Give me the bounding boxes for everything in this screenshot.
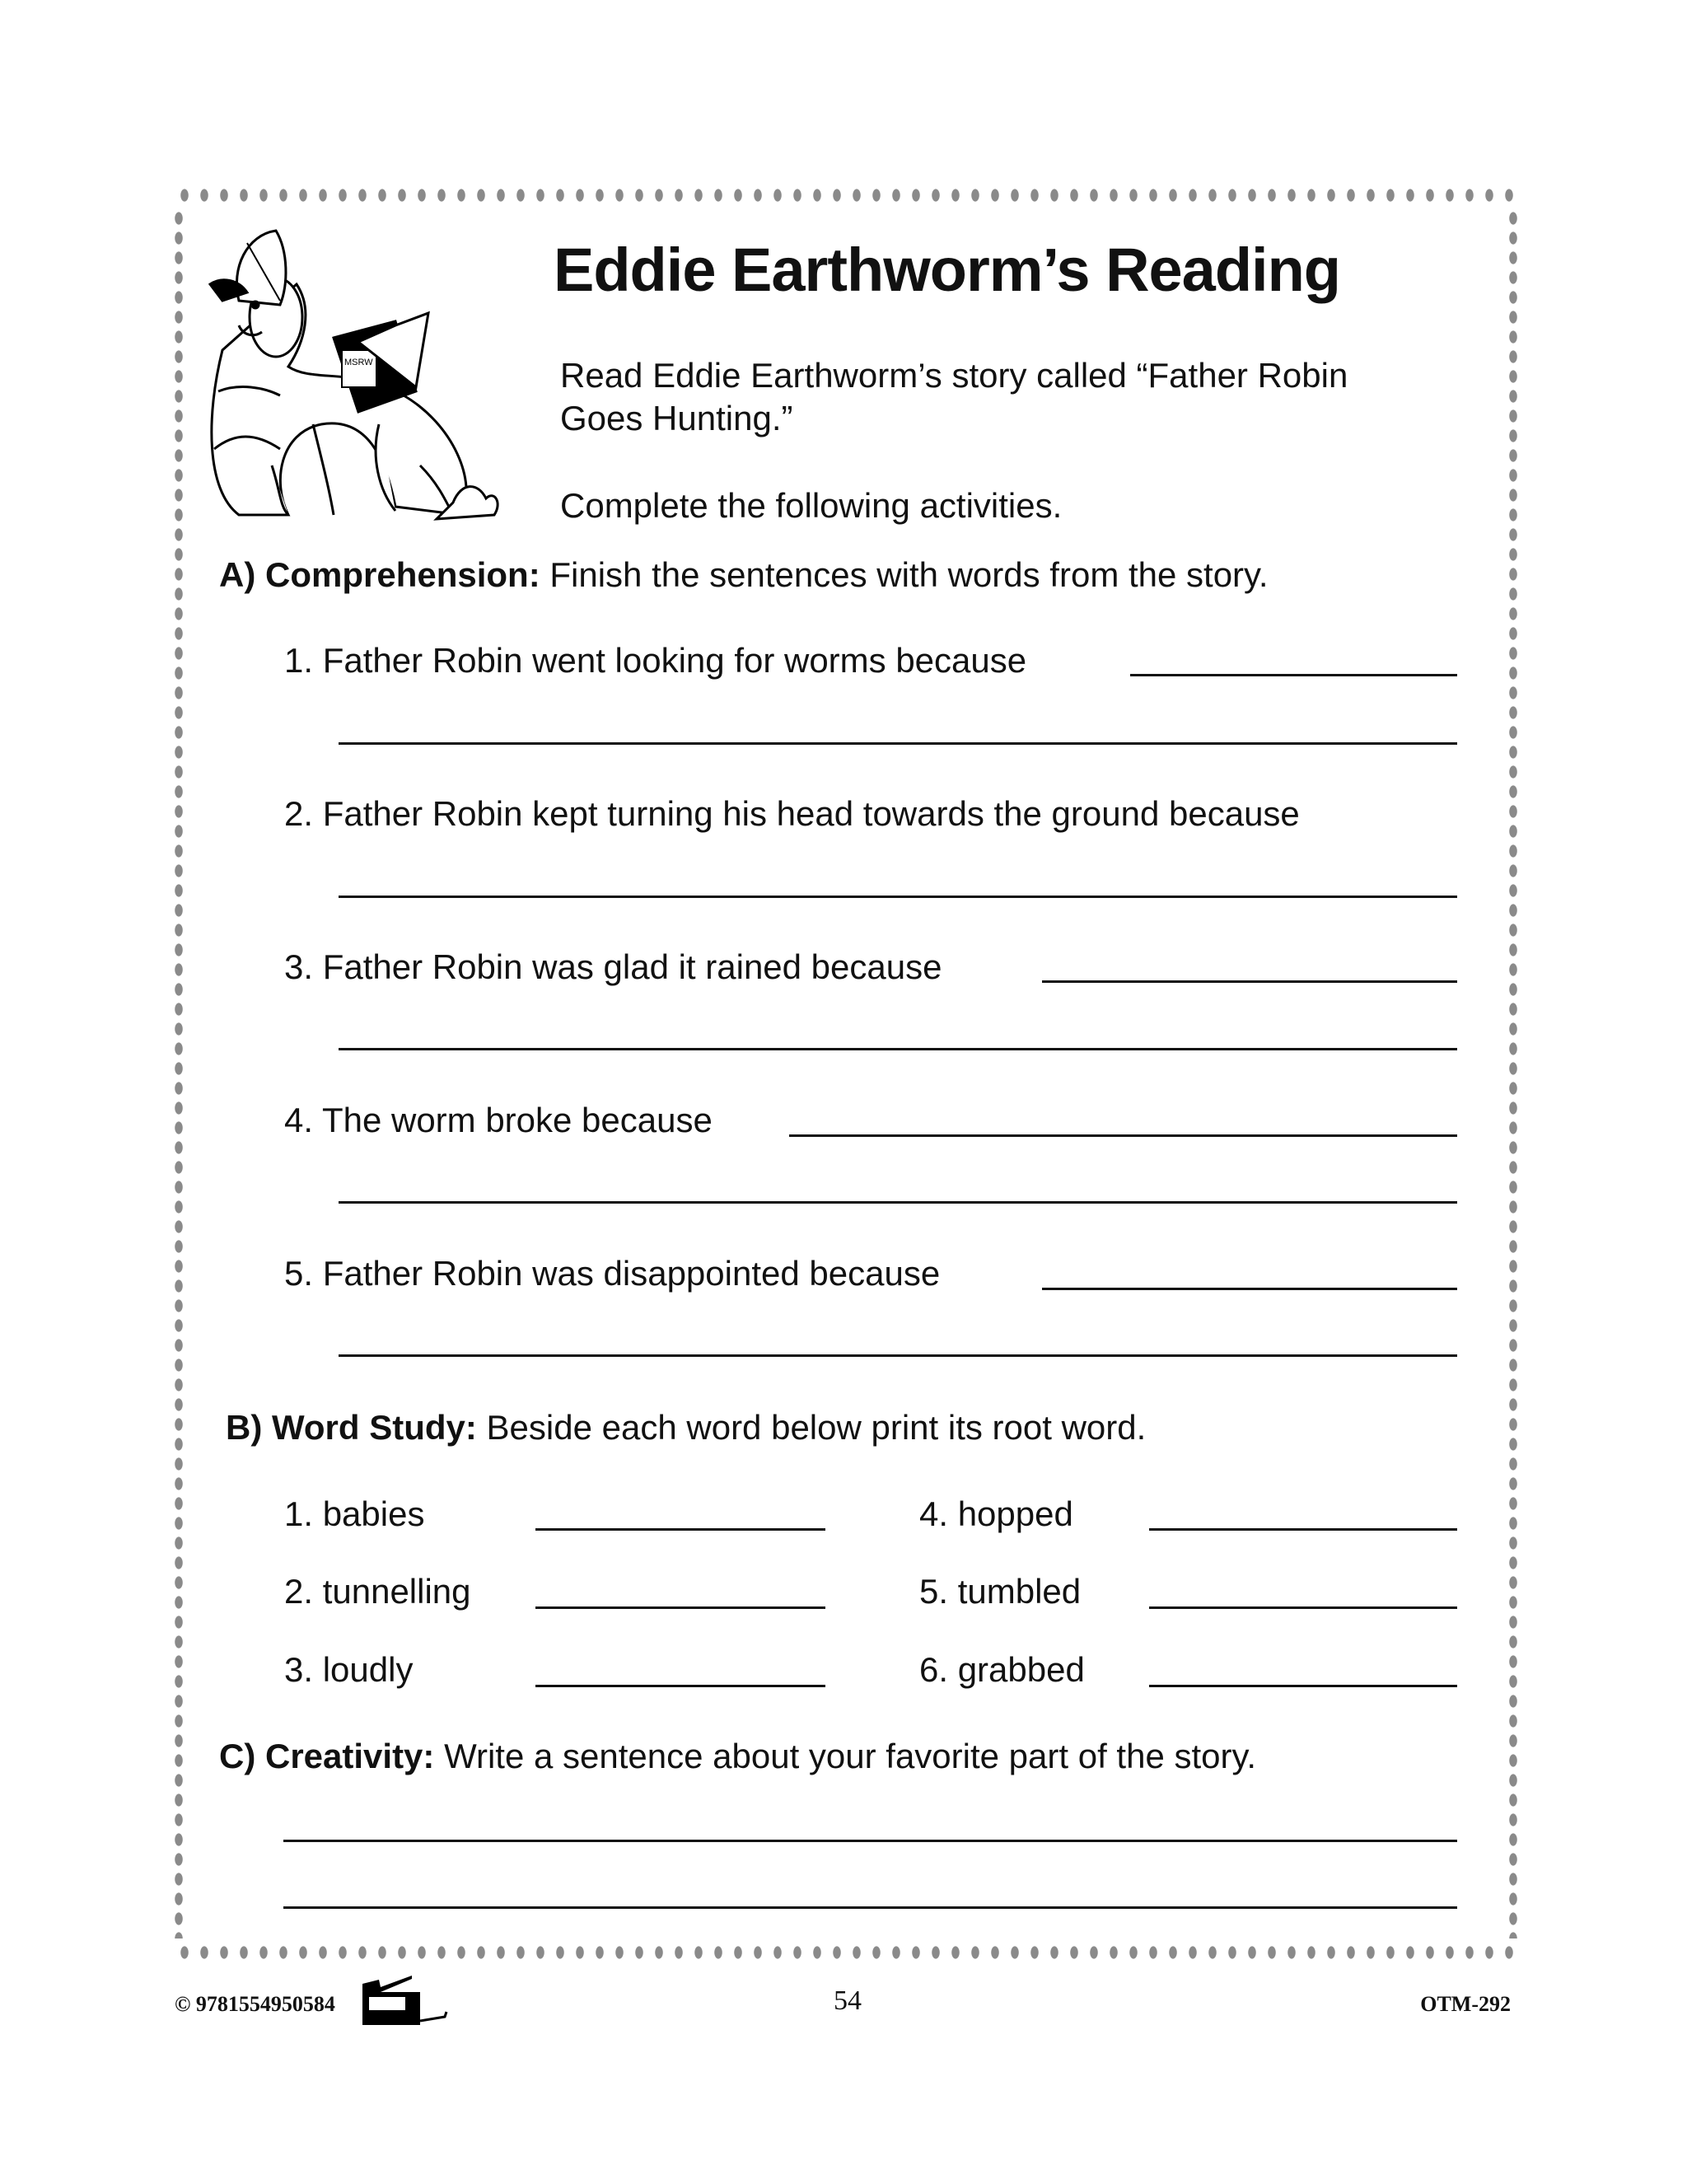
section-b-instruction: Beside each word below print its root word. (486, 1408, 1147, 1447)
word-item-6 (919, 1649, 1085, 1691)
word: hopped (957, 1494, 1073, 1533)
footer-isbn: © 9781554950584 (175, 1992, 335, 2016)
intro-line-1: Read Eddie Earthworm’s story called “Father Robin (560, 356, 1348, 395)
section-b-title: Word Study: (272, 1408, 477, 1447)
word: tumbled (957, 1572, 1082, 1611)
border-bottom (175, 1946, 1519, 1959)
answer-line[interactable] (1042, 980, 1457, 983)
border-right (1507, 208, 1520, 1938)
word-item-4 (919, 1493, 1073, 1536)
instruction: Complete the following activities. (560, 486, 1063, 525)
section-c-instruction: Write a sentence about your favorite part of the story. (444, 1737, 1257, 1775)
question-text: Father Robin kept turning his head towards the ground because (322, 794, 1300, 833)
creativity-line[interactable] (283, 1906, 1457, 1909)
word-number: 1. (284, 1494, 314, 1533)
root-word-line[interactable] (535, 1528, 825, 1531)
section-b-label: B) (226, 1408, 263, 1447)
answer-line[interactable] (339, 742, 1457, 745)
word: tunnelling (322, 1572, 471, 1611)
intro-line-2: Goes Hunting.” (560, 399, 793, 437)
word-number: 6. (919, 1650, 949, 1689)
page-title: Eddie Earthworm’s Reading (554, 236, 1340, 304)
root-word-line[interactable] (1149, 1606, 1457, 1609)
question-2 (284, 793, 1300, 835)
answer-line[interactable] (1042, 1288, 1457, 1290)
question-number: 5. (284, 1254, 314, 1293)
root-word-line[interactable] (535, 1606, 825, 1609)
word-number: 2. (284, 1572, 314, 1611)
question-text: Father Robin was disappointed because (322, 1254, 941, 1293)
question-number: 2. (284, 794, 314, 833)
word-number: 3. (284, 1650, 314, 1689)
section-c-heading (219, 1735, 1256, 1778)
question-number: 1. (284, 641, 314, 680)
product-code: OTM-292 (1420, 1992, 1511, 2016)
word-number: 4. (919, 1494, 949, 1533)
question-text: The worm broke because (321, 1101, 713, 1139)
answer-line[interactable] (339, 896, 1457, 898)
question-1 (284, 639, 1026, 682)
answer-line[interactable] (339, 1048, 1457, 1050)
question-text: Father Robin was glad it rained because (322, 947, 942, 986)
section-a-title: Comprehension: (265, 555, 540, 594)
word-item-2 (284, 1570, 471, 1613)
photocopier-icon (362, 1976, 457, 2025)
page-number: 54 (834, 1985, 862, 2016)
word-item-3 (284, 1649, 413, 1691)
answer-line[interactable] (339, 1201, 1457, 1204)
question-5 (284, 1252, 940, 1295)
word: grabbed (957, 1650, 1085, 1689)
root-word-line[interactable] (535, 1685, 825, 1687)
answer-line[interactable] (789, 1134, 1457, 1137)
question-number: 3. (284, 947, 314, 986)
answer-line[interactable] (1130, 674, 1457, 676)
earthworm-reading-illustration (189, 218, 544, 531)
root-word-line[interactable] (1149, 1528, 1457, 1531)
word: babies (322, 1494, 425, 1533)
section-a-instruction: Finish the sentences with words from the story. (549, 555, 1269, 594)
section-a-label: A) (219, 555, 256, 594)
word-item-5 (919, 1570, 1081, 1613)
border-top (175, 189, 1519, 202)
creativity-line[interactable] (283, 1840, 1457, 1842)
root-word-line[interactable] (1149, 1685, 1457, 1687)
question-4 (284, 1099, 713, 1142)
word-item-1 (284, 1493, 424, 1536)
border-left (172, 208, 185, 1938)
section-a-heading (219, 554, 1269, 596)
section-c-title: Creativity: (265, 1737, 435, 1775)
question-number: 4. (284, 1101, 314, 1139)
word: loudly (322, 1650, 414, 1689)
answer-line[interactable] (339, 1354, 1457, 1357)
section-c-label: C) (219, 1737, 256, 1775)
book-cover-text: MSRW (344, 358, 373, 367)
question-3 (284, 946, 942, 989)
section-b-heading (226, 1406, 1146, 1449)
word-number: 5. (919, 1572, 949, 1611)
question-text: Father Robin went looking for worms because (322, 641, 1027, 680)
